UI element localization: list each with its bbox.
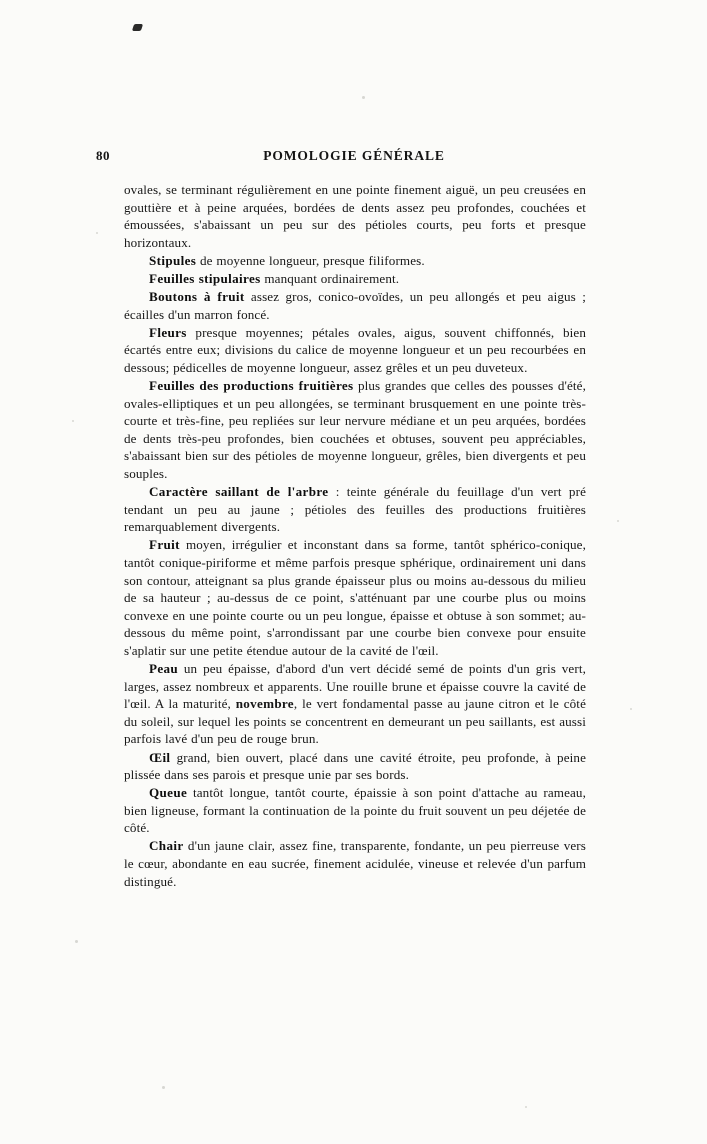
paragraph-feuilles-stipulaires	[124, 270, 586, 288]
running-title: POMOLOGIE GÉNÉRALE	[263, 148, 445, 163]
paragraph-boutons-a-fruit	[124, 288, 586, 323]
paragraph-text: grand, bien ouvert, placé dans une cavité étroite, peu profonde, à peine plissée dans ses parois et presque unie par ses bords.	[124, 749, 586, 783]
term-lead: Fruit	[149, 537, 180, 553]
term-lead: Feuilles stipulaires	[149, 270, 261, 286]
paper-speck	[362, 96, 365, 99]
paper-speck	[617, 520, 619, 522]
paragraph-text: de moyenne longueur, presque filiformes.	[196, 252, 425, 268]
term-lead: Chair	[149, 838, 184, 854]
term-lead: Caractère saillant de l'arbre	[149, 484, 329, 500]
paragraph-text: plus grandes que celles des pousses d'été, ovales-elliptiques et un peu allongées, se terminant brusquement en une pointe très-courte et très-fine, peu repliées sur leur nervure médiane et un peu arquées, bordées de dents très-peu profondes, bien couchées et obtuses, souvent peu appréciables, s'abaissant bien sur des pétioles de moyenne longueur, grêles, bien divergents et peu souples.	[124, 378, 586, 481]
maturity-month: novembre	[235, 696, 294, 712]
term-lead: Peau	[149, 661, 179, 677]
paper-speck	[72, 420, 74, 422]
paper-speck	[525, 1106, 527, 1108]
term-lead: Queue	[149, 785, 188, 801]
paragraph-feuilles-productions-fruitieres	[124, 377, 586, 483]
paragraph-text: un peu épaisse, d'abord d'un vert décidé semé de points d'un gris vert, larges, assez nombreux et apparents. Une rouille brune et épaisse couvre la cavité de l'œil. A la maturité,	[124, 661, 586, 712]
paragraph-fleurs	[124, 324, 586, 377]
term-lead: Feuilles des productions fruitières	[149, 378, 354, 394]
paper-speck	[630, 708, 632, 710]
paragraph-text: manquant ordinairement.	[260, 270, 400, 286]
paragraph-caractere-saillant	[124, 483, 586, 536]
paper-speck	[162, 1086, 165, 1089]
paragraph-oeil	[124, 749, 586, 784]
paragraph-text: d'un jaune clair, assez fine, transparente, fondante, un peu pierreuse vers le cœur, abondante en eau sucrée, finement acidulée, vineuse et relevée d'un parfum distingué.	[124, 838, 586, 889]
term-lead: Boutons à fruit	[149, 289, 245, 305]
page-number: 80	[96, 148, 110, 163]
body-text-column	[124, 181, 586, 891]
paragraph-peau	[124, 660, 586, 748]
paragraph-text: moyen, irrégulier et inconstant dans sa forme, tantôt sphérico-conique, tantôt conique-piriforme et même parfois presque sphérique, ordinairement uni dans son contour, atteignant sa plus grande épaisseur plus ou moins au-dessous du milieu de sa hauteur ; au-dessus de ce point, s'atténuant par une courbe plus ou moins convexe en une pointe courte ou un peu longue, épaisse et obtuse à son sommet; au-dessous du même point, s'arrondissant par une courbe bien convexe pour ensuite s'aplatir sur une petite étendue autour de la cavité de l'œil.	[124, 537, 586, 658]
paragraph-stipules	[124, 252, 586, 270]
paragraph-fruit	[124, 536, 586, 659]
paragraph-text: : teinte générale du feuillage d'un vert pré tendant un peu au jaune ; pétioles des feuilles des productions fruitières remarquablement divergents.	[124, 484, 586, 535]
paper-speck	[75, 940, 78, 943]
paragraph-text: assez gros, conico-ovoïdes, un peu allongés et peu aigus ; écailles d'un marron foncé.	[124, 289, 586, 322]
term-lead: Fleurs	[149, 324, 187, 340]
paragraph-text-after: , le vert fondamental passe au jaune citron et le côté du soleil, sur lequel les points se concentrent en demeurant un peu saillants, est aussi parfois lavé d'un peu de rouge brun.	[124, 696, 586, 747]
paragraph-text: ovales, se terminant régulièrement en une pointe finement aiguë, un peu creusées en gouttière et à peine arquées, bordées de dents assez peu profondes, couchées et émoussées, s'abaissant un peu sur des pétioles courts, peu forts et presque horizontaux.	[124, 182, 586, 250]
paragraph-chair	[124, 837, 586, 890]
paragraph-text: presque moyennes; pétales ovales, aigus, souvent chiffonnés, bien écartés entre eux; divisions du calice de moyenne longueur et un peu recourbées en dessous; pédicelles de moyenne longueur, assez grêles et un peu duveteux.	[124, 324, 586, 375]
paragraph-queue	[124, 784, 586, 837]
paper-speck	[96, 232, 98, 234]
page-header	[96, 148, 612, 166]
paragraph-continuation	[124, 181, 586, 251]
paragraph-text: tantôt longue, tantôt courte, épaissie à son point d'attache au rameau, bien ligneuse, formant la continuation de la pointe du fruit souvent un peu déjetée de côté.	[124, 785, 586, 836]
term-lead: Stipules	[149, 252, 197, 268]
term-lead: Œil	[149, 749, 171, 765]
ink-mark	[132, 24, 143, 31]
